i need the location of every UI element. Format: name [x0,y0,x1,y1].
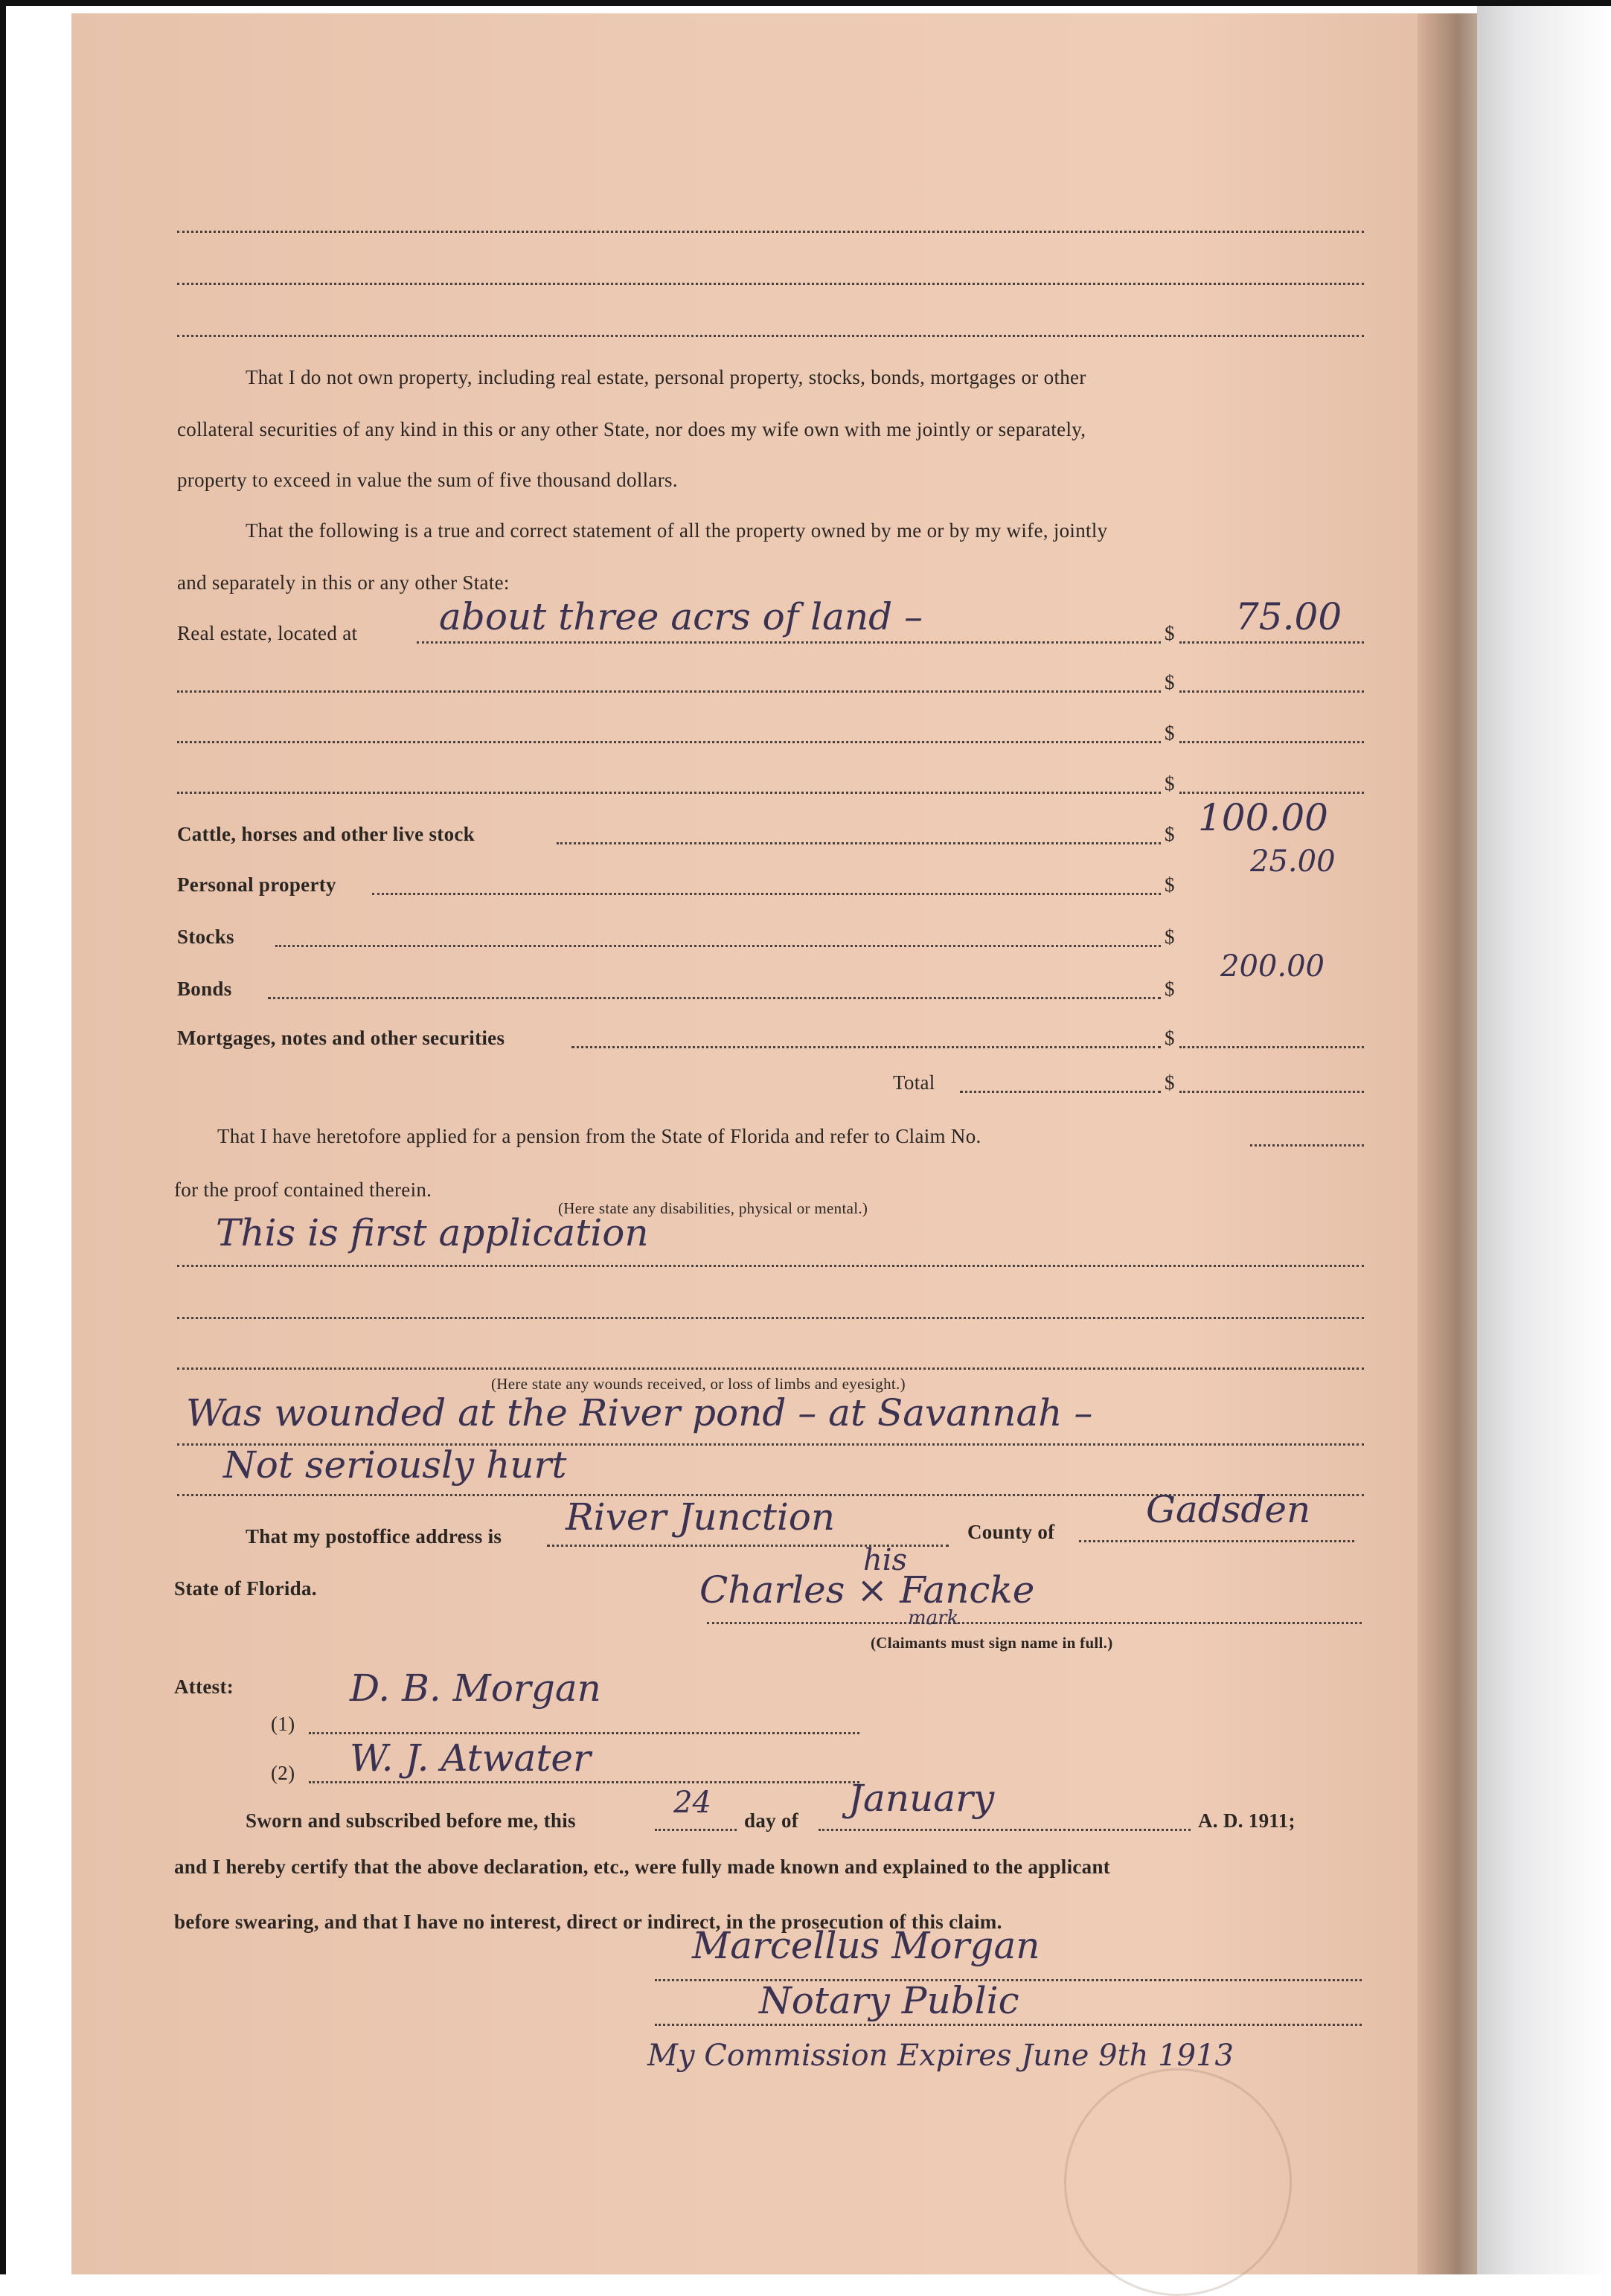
prior-claim-line-1: That I have heretofore applied for a pension from the State of Florida and refer to Claim No. [217,1125,981,1147]
blank-property-line [177,690,1161,693]
personal-dots [372,893,1161,895]
wounds-value-2: Not seriously hurt [223,1443,567,1487]
personal-property-amount: 25.00 [1250,844,1336,879]
wounds-note: (Here state any wounds received, or loss of limbs and eyesight.) [491,1375,906,1393]
notary-seal-impression [1064,2068,1292,2296]
scan-border-top [0,0,1611,6]
statement-line-2: and separately in this or any other State: [177,571,510,594]
claimant-signature: Charles × Fancke [699,1568,1035,1612]
notary-title: Notary Public [759,1979,1019,2022]
address-value: River Junction [566,1495,836,1539]
claim-number-dots [1250,1144,1364,1147]
claimant-mark-below: mark [908,1607,959,1629]
stocks-label: Stocks [177,926,234,948]
attest-label: Attest: [174,1675,234,1698]
plastic-sleeve [1477,0,1611,2274]
real-estate-value: about three acrs of land – [439,595,923,638]
cattle-label: Cattle, horses and other live stock [177,823,475,845]
dollar-sign: $ [1165,622,1175,644]
blank-line [177,335,1364,337]
amount-dots [1179,741,1364,743]
amount-dots [1179,1091,1364,1093]
amount-dots [1179,792,1364,794]
sworn-month: January [848,1777,995,1820]
sworn-text-2: day of [744,1809,799,1832]
claimant-signature-line [707,1622,1362,1624]
disabilities-line [177,1265,1364,1267]
sworn-text-1: Sworn and subscribed before me, this [246,1809,576,1832]
mortgages-label: Mortgages, notes and other securities [177,1027,505,1049]
dollar-sign: $ [1165,873,1175,896]
dollar-sign: $ [1165,926,1175,948]
mortgages-dots [571,1046,1161,1048]
cattle-dots [557,842,1161,844]
total-dots [960,1091,1161,1093]
dollar-sign: $ [1165,671,1175,693]
certify-line-2: before swearing, and that I have no interest, direct or indirect, in the prosecution of this claim. [174,1911,1002,1933]
bonds-amount: 200.00 [1220,949,1325,984]
dollar-sign: $ [1165,978,1175,1000]
sworn-day: 24 [673,1786,711,1820]
total-label: Total [893,1071,935,1094]
dollar-sign: $ [1165,772,1175,795]
attest-2-label: (2) [271,1762,295,1784]
bonds-label: Bonds [177,978,232,1000]
statement-line-1: That the following is a true and correct statement of all the property owned by me or by my wife, jointly [246,519,1108,542]
dollar-sign: $ [1165,1027,1175,1049]
amount-dots [1179,690,1364,693]
prior-claim-line-2: for the proof contained therein. [174,1179,432,1201]
notary-title-line [655,2024,1362,2026]
claimant-mark-above: his [863,1543,908,1577]
sworn-day-dots [655,1829,737,1831]
attest-2-line [309,1781,859,1783]
page-edge-shadow [1418,13,1485,2274]
cattle-amount: 100.00 [1198,796,1328,839]
disabilities-line [177,1367,1364,1370]
real-estate-amount: 75.00 [1235,595,1342,638]
address-label: That my postoffice address is [246,1525,502,1548]
intro-line-1: That I do not own property, including real estate, personal property, stocks, bonds, mortgages or other [246,366,1086,388]
bonds-dots [268,997,1161,999]
notary-signature: Marcellus Morgan [692,1924,1040,1967]
disabilities-line [177,1317,1364,1319]
county-value: Gadsden [1146,1488,1311,1531]
blank-line [177,283,1364,285]
certify-line-1: and I hereby certify that the above declaration, etc., were fully made known and explained to the applicant [174,1856,1111,1878]
attest-2-signature: W. J. Atwater [350,1737,591,1780]
county-label: County of [967,1521,1055,1543]
county-dots [1079,1540,1354,1542]
blank-line [177,231,1364,233]
real-estate-label: Real estate, located at [177,622,358,644]
dollar-sign: $ [1165,823,1175,845]
intro-line-2: collateral securities of any kind in this or any other State, nor does my wife own with me jointly or separately, [177,418,1086,440]
claimant-note: (Claimants must sign name in full.) [871,1634,1113,1652]
attest-1-signature: D. B. Morgan [350,1667,601,1710]
disabilities-value: This is first application [216,1211,649,1254]
dollar-sign: $ [1165,722,1175,744]
intro-line-3: property to exceed in value the sum of five thousand dollars. [177,469,678,491]
dollar-sign: $ [1165,1071,1175,1094]
sworn-text-3: A. D. 1911; [1198,1809,1295,1832]
commission-note: My Commission Expires June 9th 1913 [647,2039,1234,2073]
amount-dots [1179,1046,1364,1048]
attest-1-line [309,1732,859,1734]
stocks-dots [275,945,1161,947]
scan-border-left [0,0,6,2274]
disabilities-note: (Here state any disabilities, physical or mental.) [558,1199,868,1217]
real-estate-dots [417,641,1161,644]
blank-property-line [177,741,1161,743]
blank-property-line [177,792,1161,794]
wounds-value-1: Was wounded at the River pond – at Savannah – [186,1391,1093,1434]
amount-dots [1179,641,1364,644]
sworn-month-dots [819,1829,1191,1831]
personal-property-label: Personal property [177,873,336,896]
state-label: State of Florida. [174,1577,317,1600]
attest-1-label: (1) [271,1713,295,1735]
